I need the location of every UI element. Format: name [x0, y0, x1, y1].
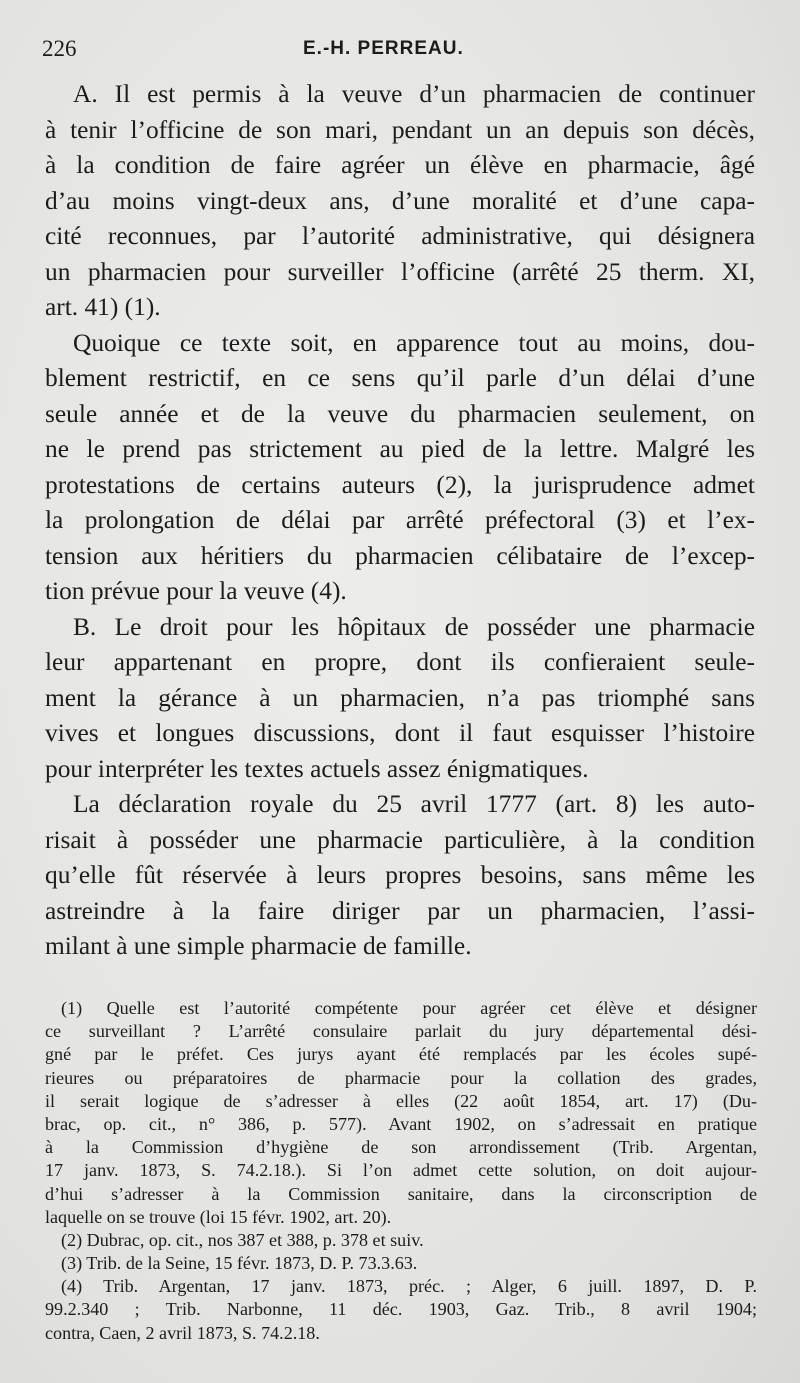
body-line: à tenir l’officine de son mari, pendant un an depuis son décès, — [45, 115, 755, 144]
body-line: A. Il est permis à la veuve d’un pharmacien de continuer — [73, 80, 755, 108]
body-line: un pharmacien pour surveiller l’officine (arrêté 25 therm. XI, — [45, 257, 755, 286]
footnote-line: rieures ou préparatoires de pharmacie pour la collation des grades, — [45, 1067, 757, 1088]
body-line: astreindre à la faire diriger par un pharmacien, l’assi- — [45, 896, 755, 925]
footnote-line: gné par le préfet. Ces jurys ayant été remplacés par les écoles supé- — [45, 1044, 757, 1065]
body-line: B. Le droit pour les hôpitaux de posséder une pharmacie — [73, 612, 755, 641]
page-number: 226 — [42, 36, 77, 61]
body-line: qu’elle fût réservée à leurs propres besoins, sans même les — [45, 861, 755, 889]
body-line: leur appartenant en propre, dont ils confieraient seule- — [45, 648, 755, 676]
body-line: d’au moins vingt-deux ans, d’une moralité et d’une capa- — [45, 186, 755, 215]
footnote-line: (3) Trib. de la Seine, 15 févr. 1873, D. P. 73.3.63. — [61, 1253, 418, 1274]
footnote-line: ce surveillant ? L’arrêté consulaire parlait du jury départemental dési- — [45, 1021, 757, 1042]
body-line: tion prévue pour la veuve (4). — [45, 577, 347, 605]
body-line: protestations de certains auteurs (2), la jurisprudence admet — [45, 470, 755, 499]
footnote-line: laquelle on se trouve (loi 15 févr. 1902, art. 20). — [45, 1206, 392, 1227]
page-header — [38, 36, 758, 66]
body-line: seule année et de la veuve du pharmacien seulement, on — [45, 399, 755, 428]
body-line: tension aux héritiers du pharmacien célibataire de l’excep- — [45, 541, 755, 570]
body-line: la prolongation de délai par arrêté préfectoral (3) et l’ex- — [45, 506, 755, 534]
footnote-line: 99.2.340 ; Trib. Narbonne, 11 déc. 1903, Gaz. Trib., 8 avril 1904; — [45, 1299, 757, 1320]
body-line: ne le prend pas strictement au pied de la lettre. Malgré les — [45, 435, 755, 463]
footnote-line: (4) Trib. Argentan, 17 janv. 1873, préc. ; Alger, 6 juill. 1897, D. P. — [61, 1276, 757, 1297]
body-line: art. 41) (1). — [45, 293, 161, 321]
body-line: milant à une simple pharmacie de famille. — [45, 932, 472, 960]
body-line: La déclaration royale du 25 avril 1777 (art. 8) les auto- — [73, 790, 755, 818]
running-head: E.-H. PERREAU. — [303, 38, 464, 59]
footnote-line: 17 janv. 1873, S. 74.2.18.). Si l’on admet cette solution, on doit aujour- — [45, 1160, 757, 1181]
footnote-line: à la Commission d’hygiène de son arrondissement (Trib. Argentan, — [45, 1137, 757, 1158]
footnote-line: (1) Quelle est l’autorité compétente pour agréer cet élève et désigner — [61, 998, 757, 1018]
body-line: ment la gérance à un pharmacien, n’a pas triomphé sans — [45, 683, 755, 712]
body-text — [45, 77, 755, 965]
body-line: blement restrictif, en ce sens qu’il parle d’un délai d’une — [45, 364, 755, 392]
footnotes — [45, 997, 757, 1345]
footnote-line: brac, op. cit., n° 386, p. 577). Avant 1902, on s’adressait en pratique — [45, 1113, 757, 1134]
footnote-line: d’hui s’adresser à la Commission sanitaire, dans la circonscription de — [45, 1183, 757, 1204]
body-line: vives et longues discussions, dont il faut esquisser l’histoire — [45, 719, 755, 747]
body-line: risait à posséder une pharmacie particulière, à la condition — [45, 825, 755, 854]
footnote-line: contra, Caen, 2 avril 1873, S. 74.2.18. — [45, 1322, 320, 1343]
body-line: pour interpréter les textes actuels assez énigmatiques. — [45, 754, 589, 783]
body-line: cité reconnues, par l’autorité administrative, qui désignera — [45, 222, 755, 250]
footnote-line: (2) Dubrac, op. cit., nos 387 et 388, p. 378 et suiv. — [61, 1229, 424, 1250]
body-line: Quoique ce texte soit, en apparence tout au moins, dou- — [73, 328, 755, 357]
footnote-line: il serait logique de s’adresser à elles (22 août 1854, art. 17) (Du- — [45, 1090, 757, 1111]
body-line: à la condition de faire agréer un élève en pharmacie, âgé — [45, 151, 755, 179]
